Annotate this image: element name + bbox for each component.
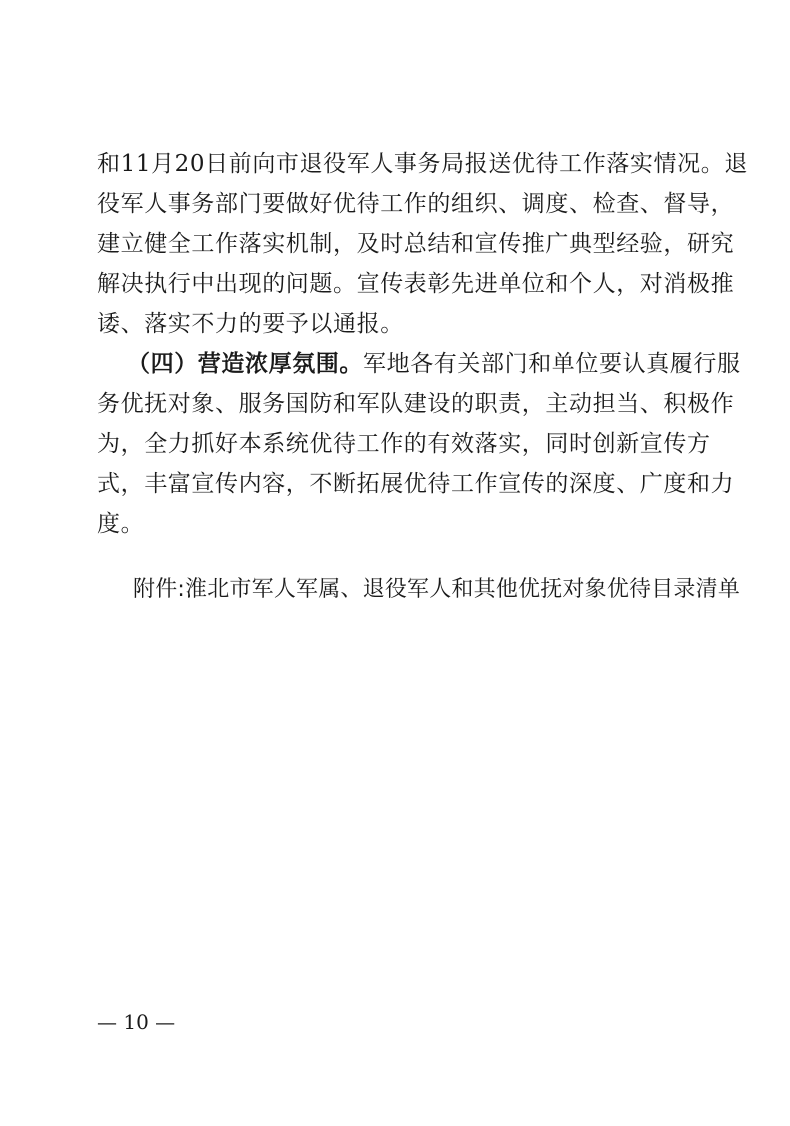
- section-heading: （四）营造浓厚氛围。: [127, 350, 363, 377]
- section-heading-line: [127, 348, 741, 380]
- paragraph-line: 诿、落实不力的要予以通报。: [97, 311, 404, 337]
- paragraph-line: 为，全力抓好本系统优待工作的有效落实，同时创新宣传方: [97, 431, 711, 457]
- paragraph-line: 务优抚对象、服务国防和军队建设的职责，主动担当、积极作: [97, 391, 735, 417]
- paragraph-line: 和11月20日前向市退役军人事务局报送优待工作落实情况。退: [97, 151, 748, 177]
- paragraph-line: 役军人事务部门要做好优待工作的组织、调度、检查、督导，: [97, 191, 735, 217]
- attachment-note: 附件:淮北市军人军属、退役军人和其他优抚对象优待目录清单: [133, 577, 741, 602]
- paragraph-line: 解决执行中出现的问题。宣传表彰先进单位和个人，对消极推: [97, 271, 735, 297]
- section-heading-continuation: 军地各有关部门和单位要认真履行服: [363, 351, 741, 377]
- paragraph-line: 度。: [97, 511, 145, 537]
- paragraph-line: 建立健全工作落实机制，及时总结和宣传推广典型经验，研究: [97, 231, 735, 257]
- page-number: — 10 —: [97, 1010, 176, 1034]
- paragraph-line: 式，丰富宣传内容，不断拓展优待工作宣传的深度、广度和力: [97, 471, 735, 497]
